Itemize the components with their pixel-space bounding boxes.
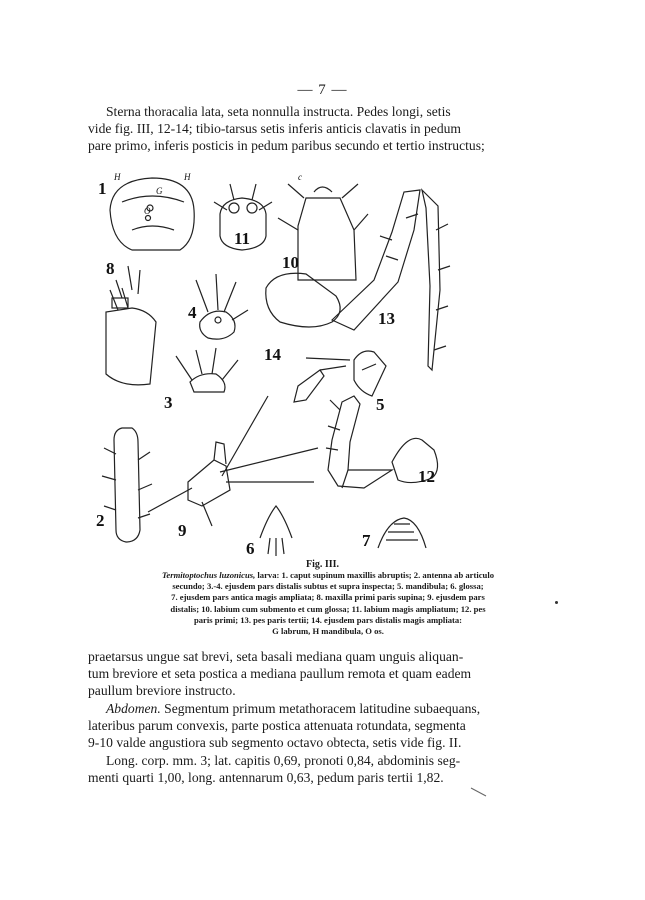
drawing-antenna-distal-dorsal bbox=[196, 274, 248, 339]
figure-letter: H bbox=[184, 172, 191, 182]
figure-letter: O bbox=[144, 206, 151, 216]
intro-paragraph bbox=[88, 103, 560, 155]
drawing-glossa bbox=[260, 506, 292, 556]
caption-species: Termitoptochus luzonicus, bbox=[161, 570, 256, 580]
drawing-leg-distal bbox=[294, 358, 350, 402]
measurements-paragraph bbox=[88, 752, 560, 786]
caption-line: G labrum, H mandibula, O os. bbox=[272, 626, 384, 637]
figure-label-11: 11 bbox=[234, 229, 251, 248]
caption-line: secundo; 3.-4. ejusdem pars distalis subtus et supra inspecta; 5. mandibula; 6. glossa; bbox=[172, 581, 484, 592]
figure-label-7: 7 bbox=[362, 531, 371, 550]
text-line: tum breviore et seta postica a mediana paullum remota et quam eadem bbox=[88, 666, 472, 682]
drawing-antenna bbox=[102, 428, 152, 542]
figure-label-4: 4 bbox=[188, 303, 197, 322]
abdomen-heading: Abdomen. bbox=[106, 701, 161, 716]
caption-line: distalis; 10. labium cum submento et cum glossa; 11. labium magis ampliatum; 12. pes bbox=[170, 603, 486, 614]
text-line: paullum breviore instructo. bbox=[88, 683, 236, 699]
figure-letter: H bbox=[114, 172, 121, 182]
figure-label-12: 12 bbox=[418, 467, 435, 486]
figure-illustrations bbox=[92, 170, 562, 558]
text-line: lateribus parum convexis, parte postica attenuata rotundata, segmenta bbox=[88, 718, 466, 734]
figure-label-8: 8 bbox=[106, 259, 115, 278]
figure-label-2: 2 bbox=[96, 511, 105, 530]
text-line: praetarsus ungue sat brevi, seta basali mediana quam unguis aliquan- bbox=[88, 649, 464, 664]
figure-plate bbox=[92, 170, 562, 558]
drawing-hind-leg bbox=[266, 190, 450, 370]
abdomen-paragraph bbox=[88, 700, 560, 752]
figure-label-1: 1 bbox=[98, 179, 107, 198]
figure-label-5: 5 bbox=[376, 395, 385, 414]
drawing-mandible bbox=[354, 351, 386, 396]
drawing-maxilla bbox=[106, 266, 156, 385]
caption-line: larva: 1. caput supinum maxillis abruptis; 2. antenna ab articulo bbox=[257, 570, 495, 580]
figure-label-6: 6 bbox=[246, 539, 255, 558]
text-line: menti quarti 1,00, long. antennarum 0,63, pedum paris tertii 1,82. bbox=[88, 770, 444, 786]
text-line: 9-10 valde angustiora sub segmento octavo obtecta, setis vide fig. II. bbox=[88, 735, 462, 751]
text-fragment: Segmentum primum metathoracem latitudine subaequans, bbox=[160, 701, 481, 716]
figure-letter: c bbox=[298, 172, 302, 182]
text-line: vide fig. III, 12-14; tibio-tarsus setis inferis anticis clavatis in pedum bbox=[88, 121, 461, 137]
figure-label-3: 3 bbox=[164, 393, 173, 412]
figure-label-10: 10 bbox=[282, 253, 299, 272]
stray-pen-mark bbox=[470, 786, 488, 798]
text-line: pare primo, inferis posticis in pedum paribus secundo et tertio instructus; bbox=[88, 138, 485, 154]
caption-line: 7. ejusdem pars antica magis ampliata; 8. maxilla primi paris supina; 9. ejusdem pars bbox=[171, 592, 485, 603]
figure-caption bbox=[108, 570, 548, 637]
drawing-long-setae bbox=[220, 396, 318, 482]
caption-line: paris primi; 13. pes paris tertii; 14. ejusdem pars distalis magis ampliata: bbox=[193, 614, 463, 625]
figure-letter: G bbox=[156, 186, 163, 196]
figure-label-9: 9 bbox=[178, 521, 187, 540]
drawing-antenna-distal-ventral bbox=[176, 348, 238, 392]
text-line: Sterna thoracalia lata, seta nonnulla instructa. Pedes longi, setis bbox=[106, 104, 451, 119]
text-line: Long. corp. mm. 3; lat. capitis 0,69, pronoti 0,84, abdominis seg- bbox=[106, 753, 461, 768]
stray-dot bbox=[555, 601, 558, 604]
page-number: — 7 — bbox=[297, 82, 348, 98]
figure-title: Fig. III. bbox=[305, 559, 340, 570]
text-line bbox=[88, 700, 560, 717]
drawing-maxilla-distal bbox=[148, 442, 230, 526]
figure-label-13: 13 bbox=[378, 309, 395, 328]
figure-label-14: 14 bbox=[264, 345, 281, 364]
drawing-glossa-ampliata bbox=[378, 518, 426, 548]
drawing-head-supine bbox=[110, 178, 194, 250]
continuation-paragraph bbox=[88, 648, 560, 700]
